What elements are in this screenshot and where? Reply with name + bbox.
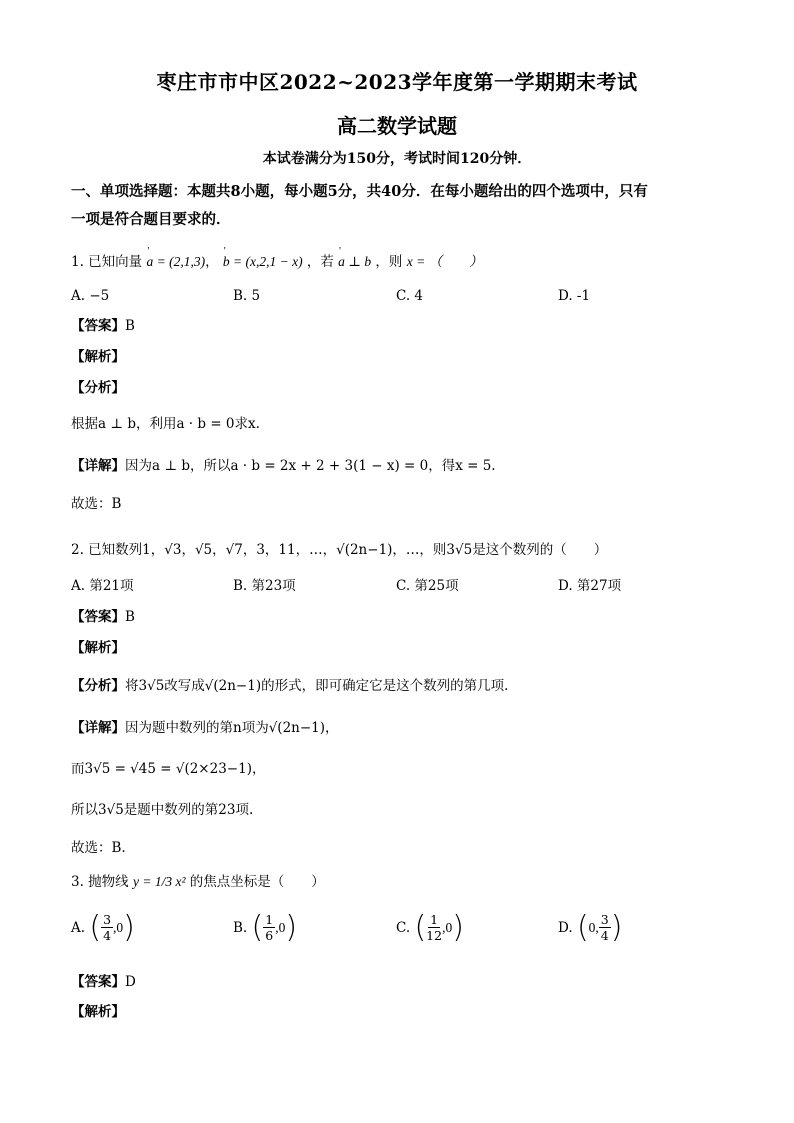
q3-stem xyxy=(71,872,325,892)
q3-option-d-num: 3 xyxy=(600,912,609,927)
q3-stem-suffix: 的焦点坐标是（ ） xyxy=(189,874,325,890)
q2-choice: 故选：B. xyxy=(71,840,126,856)
q1-option-b: B. 5 xyxy=(233,288,261,304)
q3-answer-label: 【答案】 xyxy=(71,974,125,990)
q2-option-d: D. 第27项 xyxy=(558,578,622,594)
q2-fenxi-label: 【分析】 xyxy=(71,678,125,694)
q1-answer xyxy=(71,316,135,336)
q3-option-b-rparen: ) xyxy=(285,909,298,945)
q3-option-d-rparen: ) xyxy=(610,909,623,945)
q2-answer-value: B xyxy=(125,609,135,625)
q1-stem-mid: ，若 xyxy=(306,254,334,270)
q1-perp: ' a ⊥ b xyxy=(338,252,371,272)
q3-option-d: D. ( 0 , $\frac{3}{4}$ ) xyxy=(558,909,623,945)
q1-vec-b: ' b = (x,2,1 − x) xyxy=(223,252,303,272)
q3-option-a-num: 3 xyxy=(103,912,112,927)
q3-option-b-lparen: ( xyxy=(251,909,264,945)
q3-option-c-frac xyxy=(426,912,442,943)
q2-line2: 而3√5 = √45 = √(2×23−1)， xyxy=(71,761,266,777)
q3-answer-value: D xyxy=(125,974,136,990)
q3-option-b-den: 6 xyxy=(265,928,274,943)
q3-analysis-label: 【解析】 xyxy=(71,1004,125,1020)
q3-option-a-lparen: ( xyxy=(89,909,102,945)
section-heading xyxy=(71,178,731,234)
q3-option-a: A. ( $\frac{3}{4}$ , 0 ) xyxy=(71,909,135,945)
q3-option-d-frac xyxy=(599,912,611,943)
q1-detail-text: 因为a ⊥ b，所以a · b = 2x + 2 + 3(1 − x) = 0，得x = 5. xyxy=(125,458,496,474)
q3-option-c-lparen: ( xyxy=(414,909,427,945)
section-heading-line2: 一项是符合题目要求的． xyxy=(71,211,231,228)
q2-option-c: C. 第25项 xyxy=(396,578,459,594)
q2-line3: 所以3√5是题中数列的第23项. xyxy=(71,802,254,818)
exam-note: 本试卷满分为150分，考试时间120分钟． xyxy=(262,151,532,167)
q1-option-c: C. 4 xyxy=(396,288,424,304)
q3-option-c-other: 0 xyxy=(445,919,453,935)
q3-option-b-frac xyxy=(263,912,275,943)
q3-option-b: B. ( $\frac{1}{6}$ , 0 ) xyxy=(233,909,298,945)
q2-option-a: A. 第21项 xyxy=(71,578,134,594)
q3-option-b-other: 0 xyxy=(278,919,286,935)
q2-answer xyxy=(71,607,135,627)
q1-answer-label: 【答案】 xyxy=(71,318,125,334)
q3-option-c-label: C. xyxy=(396,919,411,936)
q1-vec-a: ' a = (2,1,3) xyxy=(146,252,205,272)
q1-option-a: A. −5 xyxy=(71,288,110,304)
q1-fenxi: 根据a ⊥ b，利用a · b = 0求x. xyxy=(71,416,260,432)
q3-option-a-den: 4 xyxy=(103,928,112,943)
q2-fenxi-text: 将3√5改写成√(2n−1)的形式，即可确定它是这个数列的第几项. xyxy=(125,678,509,694)
exam-title: 枣庄市市中区2022~2023学年度第一学期期末考试 xyxy=(156,70,638,94)
q3-option-a-label: A. xyxy=(71,919,86,936)
q3-option-d-lparen: ( xyxy=(576,909,589,945)
q3-option-d-den: 4 xyxy=(600,928,609,943)
q2-analysis-label: 【解析】 xyxy=(71,640,125,656)
q2-stem: 2. 已知数列1，√3，√5，√7，3，11，…，√(2n−1)，…，则3√5是这个数列的（ ） xyxy=(71,542,608,558)
q2-detail-label: 【详解】 xyxy=(71,720,125,736)
q3-option-a-rparen: ) xyxy=(123,909,135,945)
q1-analysis-label: 【解析】 xyxy=(71,349,125,365)
q3-answer xyxy=(71,972,136,992)
q2-detail-text: 因为题中数列的第n项为√(2n−1)， xyxy=(125,720,339,736)
q2-detail xyxy=(71,718,339,738)
exam-subtitle: 高二数学试题 xyxy=(337,114,457,138)
q3-option-c-den: 12 xyxy=(426,928,443,943)
q1-detail xyxy=(71,456,496,476)
q2-fenxi xyxy=(71,676,508,696)
q1-stem: 1. 已知向量 ' a = (2,1,3)， ' b = (x,2,1 − x) ，若 ' a ⊥ b ，则 x = （ ） xyxy=(71,252,483,272)
q1-answer-value: B xyxy=(125,318,135,334)
q3-option-d-other: 0 xyxy=(588,919,596,935)
q3-option-c-rparen: ) xyxy=(452,909,464,945)
q3-stem-prefix: 3. 抛物线 xyxy=(71,874,129,890)
q1-detail-label: 【详解】 xyxy=(71,458,125,474)
q3-option-b-label: B. xyxy=(233,919,248,936)
q1-option-d: D. -1 xyxy=(558,288,591,304)
section-heading-line1: 一、单项选择题：本题共8小题，每小题5分，共40分．在每小题给出的四个选项中，只有 xyxy=(71,183,648,200)
q1-stem-prefix: 1. 已知向量 xyxy=(71,254,143,270)
q2-answer-label: 【答案】 xyxy=(71,609,125,625)
q1-fenxi-label: 【分析】 xyxy=(71,380,125,396)
q2-option-b: B. 第23项 xyxy=(233,578,296,594)
q1-choice: 故选：B xyxy=(71,496,122,512)
q3-option-c: C. ( $\frac{1}{12}$ , 0 ) xyxy=(396,909,464,945)
q3-equation: y = 1/3 x² xyxy=(132,874,186,889)
q3-option-a-frac xyxy=(101,912,113,943)
q3-option-c-num: 1 xyxy=(430,912,439,927)
q1-ask: x = （ ） xyxy=(406,254,483,269)
q1-stem-suffix: ，则 xyxy=(375,254,403,270)
q3-option-d-label: D. xyxy=(558,919,573,936)
q3-option-a-other: 0 xyxy=(116,919,124,935)
q3-option-b-num: 1 xyxy=(265,912,274,927)
